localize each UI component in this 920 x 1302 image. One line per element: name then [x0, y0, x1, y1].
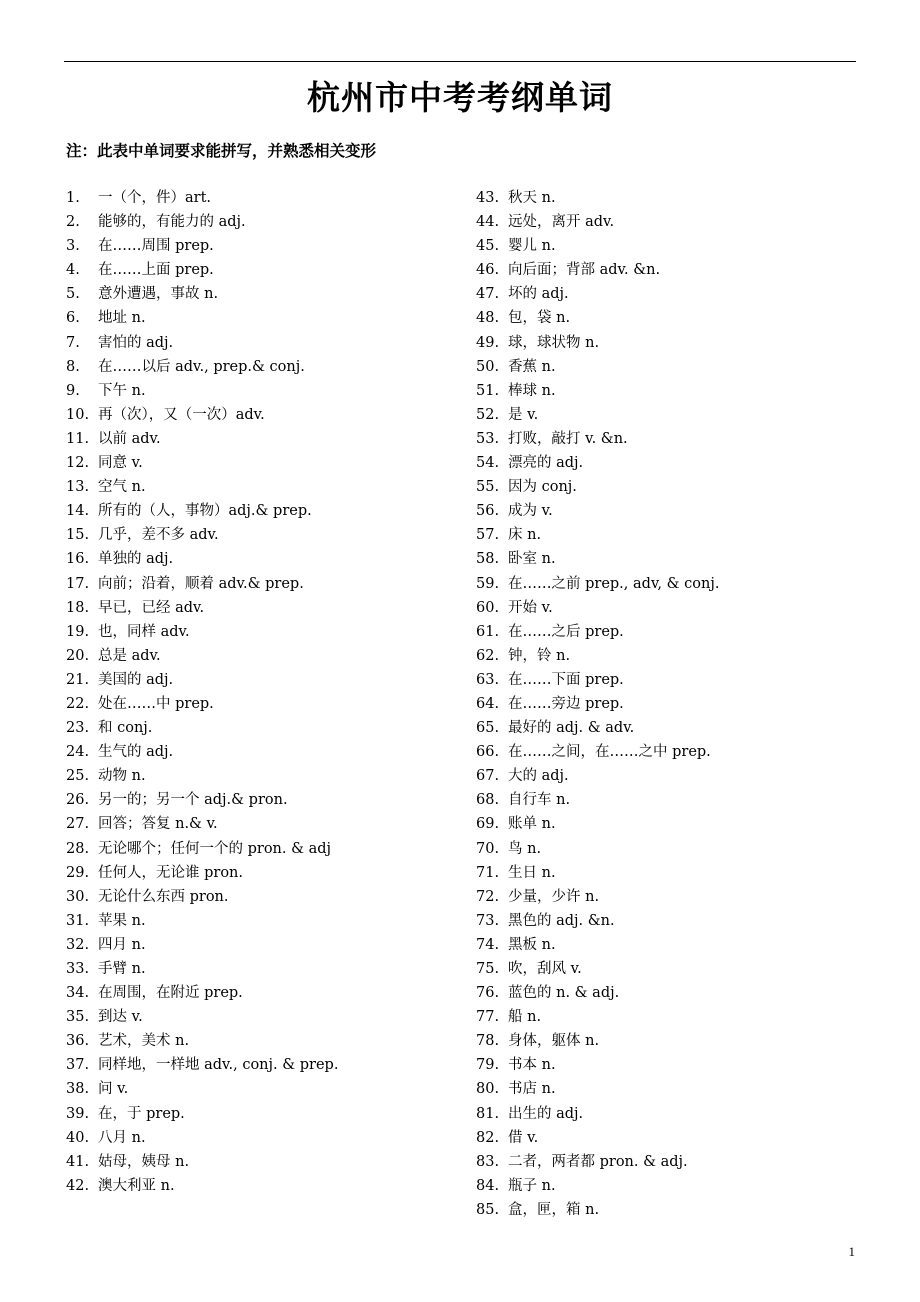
list-item	[66, 547, 338, 571]
item-number: 49.	[476, 334, 500, 351]
list-item	[66, 644, 338, 668]
item-number: 29.	[66, 864, 90, 881]
item-text: 盒，匣，箱 n.	[508, 1201, 600, 1218]
item-text: 单独的 adj.	[98, 551, 174, 568]
item-text: 床 n.	[508, 527, 542, 544]
item-number: 40.	[66, 1129, 90, 1146]
item-text: 向后面；背部 adv. &n.	[508, 262, 661, 279]
page-number: 1	[848, 1244, 855, 1259]
list-item	[66, 572, 338, 596]
list-item	[476, 644, 719, 668]
list-item	[66, 258, 338, 282]
list-item	[66, 1029, 338, 1053]
item-text: 苹果 n.	[98, 912, 146, 929]
item-text: 澳大利亚 n.	[98, 1177, 175, 1194]
item-number: 85.	[476, 1201, 500, 1218]
item-text: 生气的 adj.	[98, 744, 174, 761]
item-text: 到达 v.	[98, 1009, 143, 1026]
item-number: 14.	[66, 503, 90, 520]
list-item	[66, 475, 338, 499]
item-number: 70.	[476, 840, 500, 857]
list-item	[476, 210, 719, 234]
list-item	[476, 1005, 719, 1029]
list-item	[476, 861, 719, 885]
item-number: 83.	[476, 1153, 500, 1170]
list-item	[476, 379, 719, 403]
list-item	[476, 1198, 719, 1222]
item-text: 棒球 n.	[508, 382, 556, 399]
item-number: 7.	[66, 334, 80, 351]
item-text: 书店 n.	[508, 1081, 556, 1098]
list-item	[476, 837, 719, 861]
item-number: 61.	[476, 623, 500, 640]
item-number: 18.	[66, 599, 90, 616]
item-number: 20.	[66, 647, 90, 664]
item-number: 35.	[66, 1009, 90, 1026]
list-item	[66, 523, 338, 547]
item-number: 48.	[476, 310, 500, 327]
item-number: 27.	[66, 816, 90, 833]
list-item	[476, 812, 719, 836]
item-number: 4.	[66, 262, 80, 279]
item-number: 12.	[66, 455, 90, 472]
item-number: 57.	[476, 527, 500, 544]
item-text: 在……之间，在……之中 prep.	[508, 744, 711, 761]
item-number: 16.	[66, 551, 90, 568]
item-number: 39.	[66, 1105, 90, 1122]
list-item	[476, 885, 719, 909]
item-number: 66.	[476, 744, 500, 761]
item-text: 同样地，一样地 adv., conj. & prep.	[98, 1057, 339, 1074]
item-number: 47.	[476, 286, 500, 303]
list-item	[476, 692, 719, 716]
list-item	[66, 1005, 338, 1029]
item-number: 30.	[66, 888, 90, 905]
item-number: 80.	[476, 1081, 500, 1098]
item-text: 艺术，美术 n.	[98, 1033, 190, 1050]
item-text: 秋天 n.	[508, 190, 556, 206]
item-number: 50.	[476, 358, 500, 375]
list-item	[66, 668, 338, 692]
item-number: 69.	[476, 816, 500, 833]
item-text: 借 v.	[508, 1129, 539, 1146]
item-number: 46.	[476, 262, 500, 279]
item-text: 能够的，有能力的 adj.	[98, 214, 246, 231]
item-number: 53.	[476, 430, 500, 447]
list-item	[476, 620, 719, 644]
item-number: 63.	[476, 671, 500, 688]
item-number: 64.	[476, 695, 500, 712]
list-item	[476, 331, 719, 355]
item-text: 黑色的 adj. &n.	[508, 912, 615, 929]
list-item	[66, 812, 338, 836]
item-number: 67.	[476, 768, 500, 785]
item-number: 2.	[66, 214, 80, 231]
item-text: 再（次），又（一次）adv.	[98, 406, 265, 423]
item-number: 45.	[476, 238, 500, 255]
list-item	[476, 258, 719, 282]
list-item	[476, 933, 719, 957]
item-text: 吹，刮风 v.	[508, 961, 582, 977]
item-number: 6.	[66, 310, 80, 327]
list-item	[66, 981, 338, 1005]
item-text: 少量，少许 n.	[508, 888, 600, 905]
item-text: 空气 n.	[98, 479, 146, 496]
list-item	[66, 403, 338, 427]
item-text: 婴儿 n.	[508, 238, 556, 255]
item-number: 38.	[66, 1081, 90, 1098]
list-item	[476, 572, 719, 596]
list-item	[66, 740, 338, 764]
item-text: 蓝色的 n. & adj.	[508, 985, 620, 1002]
list-item	[66, 499, 338, 523]
header-rule	[64, 61, 856, 62]
item-number: 73.	[476, 912, 500, 929]
list-item	[66, 1077, 338, 1101]
item-text: 无论哪个；任何一个的 pron. & adj	[98, 840, 332, 857]
list-item	[66, 331, 338, 355]
item-number: 24.	[66, 744, 90, 761]
list-item	[66, 909, 338, 933]
item-text: 自行车 n.	[508, 792, 571, 809]
list-item	[66, 1150, 338, 1174]
item-text: 瓶子 n.	[508, 1177, 556, 1194]
item-number: 21.	[66, 671, 90, 688]
item-text: 是 v.	[508, 406, 539, 423]
item-text: 包，袋 n.	[508, 310, 571, 327]
item-number: 1.	[66, 190, 80, 206]
item-number: 72.	[476, 888, 500, 905]
list-item	[476, 1126, 719, 1150]
item-text: 一（个，件）art.	[98, 190, 212, 206]
item-text: 成为 v.	[508, 503, 553, 520]
item-text: 卧室 n.	[508, 551, 556, 568]
list-item	[66, 1174, 338, 1198]
item-number: 51.	[476, 382, 500, 399]
list-item	[476, 355, 719, 379]
list-item	[476, 788, 719, 812]
item-text: 向前；沿着，顺着 adv.& prep.	[98, 575, 304, 592]
item-number: 19.	[66, 623, 90, 640]
list-item	[476, 1029, 719, 1053]
item-number: 75.	[476, 961, 500, 977]
list-item	[476, 764, 719, 788]
item-number: 60.	[476, 599, 500, 616]
item-text: 在……以后 adv., prep.& conj.	[98, 358, 305, 375]
page-title: 杭州市中考考纲单词	[307, 78, 613, 117]
item-number: 8.	[66, 358, 80, 375]
list-item	[66, 427, 338, 451]
item-number: 10.	[66, 406, 90, 423]
item-number: 62.	[476, 647, 500, 664]
item-text: 鸟 n.	[508, 840, 542, 857]
item-number: 77.	[476, 1009, 500, 1026]
item-number: 59.	[476, 575, 500, 592]
word-list-right	[476, 186, 719, 1222]
item-text: 姑母，姨母 n.	[98, 1153, 190, 1170]
item-number: 76.	[476, 985, 500, 1002]
list-item	[476, 1174, 719, 1198]
item-text: 在……上面 prep.	[98, 262, 214, 279]
item-text: 另一的；另一个 adj.& pron.	[98, 792, 288, 809]
list-item	[66, 451, 338, 475]
list-item	[476, 1077, 719, 1101]
item-text: 处在……中 prep.	[98, 695, 214, 712]
list-item	[66, 186, 338, 210]
list-item	[476, 1102, 719, 1126]
list-item	[66, 885, 338, 909]
item-text: 在，于 prep.	[98, 1105, 185, 1122]
item-number: 9.	[66, 382, 80, 399]
item-text: 任何人，无论谁 pron.	[98, 864, 243, 881]
list-item	[476, 475, 719, 499]
item-text: 意外遭遇，事故 n.	[98, 286, 219, 303]
item-text: 因为 conj.	[508, 479, 577, 496]
item-text: 钟，铃 n.	[508, 647, 571, 664]
item-text: 二者，两者都 pron. & adj.	[508, 1153, 688, 1170]
item-number: 17.	[66, 575, 90, 592]
list-item	[476, 306, 719, 330]
item-text: 问 v.	[98, 1081, 129, 1098]
list-item	[66, 1053, 338, 1077]
item-number: 22.	[66, 695, 90, 712]
item-number: 5.	[66, 286, 80, 303]
list-item	[476, 499, 719, 523]
item-number: 33.	[66, 961, 90, 977]
list-item	[476, 523, 719, 547]
item-text: 早已，已经 adv.	[98, 599, 205, 616]
list-item	[476, 547, 719, 571]
item-text: 在周围，在附近 prep.	[98, 985, 243, 1002]
list-item	[66, 620, 338, 644]
list-item	[66, 282, 338, 306]
list-item	[476, 186, 719, 210]
item-number: 52.	[476, 406, 500, 423]
word-list-left	[66, 186, 338, 1198]
item-number: 55.	[476, 479, 500, 496]
item-number: 56.	[476, 503, 500, 520]
item-number: 42.	[66, 1177, 90, 1194]
item-text: 坏的 adj.	[508, 286, 569, 303]
list-item	[476, 403, 719, 427]
list-item	[476, 282, 719, 306]
item-number: 44.	[476, 214, 500, 231]
list-item	[476, 668, 719, 692]
item-text: 也，同样 adv.	[98, 623, 190, 640]
item-text: 在……下面 prep.	[508, 671, 624, 688]
item-text: 漂亮的 adj.	[508, 455, 584, 472]
list-item	[476, 740, 719, 764]
item-number: 78.	[476, 1033, 500, 1050]
item-number: 32.	[66, 936, 90, 953]
list-item	[476, 234, 719, 258]
item-text: 在……之后 prep.	[508, 623, 624, 640]
item-number: 13.	[66, 479, 90, 496]
item-number: 74.	[476, 936, 500, 953]
item-number: 3.	[66, 238, 80, 255]
item-text: 四月 n.	[98, 936, 146, 953]
list-item	[476, 1053, 719, 1077]
item-text: 害怕的 adj.	[98, 334, 174, 351]
item-number: 26.	[66, 792, 90, 809]
item-text: 美国的 adj.	[98, 671, 174, 688]
item-number: 71.	[476, 864, 500, 881]
item-text: 回答；答复 n.& v.	[98, 816, 218, 833]
item-text: 几乎，差不多 adv.	[98, 527, 219, 544]
item-text: 船 n.	[508, 1009, 542, 1026]
list-item	[476, 981, 719, 1005]
list-item	[66, 764, 338, 788]
item-text: 身体，躯体 n.	[508, 1033, 600, 1050]
list-item	[66, 861, 338, 885]
list-item	[66, 355, 338, 379]
item-text: 无论什么东西 pron.	[98, 888, 229, 905]
item-text: 在……旁边 prep.	[508, 695, 624, 712]
item-text: 大的 adj.	[508, 768, 569, 785]
item-number: 54.	[476, 455, 500, 472]
item-text: 在……之前 prep., adv, & conj.	[508, 575, 720, 592]
item-text: 以前 adv.	[98, 430, 161, 447]
list-item	[66, 933, 338, 957]
list-item	[476, 1150, 719, 1174]
item-text: 所有的（人，事物）adj.& prep.	[98, 503, 312, 520]
item-text: 总是 adv.	[98, 647, 161, 664]
list-item	[66, 692, 338, 716]
item-number: 58.	[476, 551, 500, 568]
item-text: 黑板 n.	[508, 936, 556, 953]
item-number: 65.	[476, 720, 500, 737]
item-text: 账单 n.	[508, 816, 556, 833]
list-item	[476, 427, 719, 451]
item-text: 生日 n.	[508, 864, 556, 881]
item-number: 82.	[476, 1129, 500, 1146]
list-item	[66, 1102, 338, 1126]
list-item	[66, 837, 338, 861]
item-text: 地址 n.	[98, 310, 146, 327]
list-item	[476, 909, 719, 933]
list-item	[66, 788, 338, 812]
list-item	[66, 716, 338, 740]
item-text: 打败，敲打 v. &n.	[508, 430, 628, 447]
list-item	[66, 234, 338, 258]
list-item	[66, 957, 338, 981]
item-number: 34.	[66, 985, 90, 1002]
item-number: 41.	[66, 1153, 90, 1170]
item-text: 和 conj.	[98, 720, 153, 737]
list-item	[476, 716, 719, 740]
item-number: 31.	[66, 912, 90, 929]
item-number: 79.	[476, 1057, 500, 1074]
item-number: 81.	[476, 1105, 500, 1122]
list-item	[66, 379, 338, 403]
item-number: 23.	[66, 720, 90, 737]
item-text: 开始 v.	[508, 599, 553, 616]
item-number: 25.	[66, 768, 90, 785]
list-item	[66, 306, 338, 330]
item-number: 68.	[476, 792, 500, 809]
item-text: 手臂 n.	[98, 961, 146, 977]
item-number: 36.	[66, 1033, 90, 1050]
item-text: 动物 n.	[98, 768, 146, 785]
item-number: 84.	[476, 1177, 500, 1194]
list-item	[476, 451, 719, 475]
list-item	[66, 210, 338, 234]
item-text: 远处，离开 adv.	[508, 214, 615, 231]
item-text: 香蕉 n.	[508, 358, 556, 375]
item-text: 最好的 adj. & adv.	[508, 720, 635, 737]
item-text: 书本 n.	[508, 1057, 556, 1074]
item-number: 43.	[476, 190, 500, 206]
item-text: 八月 n.	[98, 1129, 146, 1146]
instruction-note: 注：此表中单词要求能拼写，并熟悉相关变形	[66, 142, 377, 160]
list-item	[66, 1126, 338, 1150]
item-number: 11.	[66, 430, 90, 447]
item-number: 15.	[66, 527, 90, 544]
item-text: 下午 n.	[98, 382, 146, 399]
item-text: 同意 v.	[98, 455, 143, 472]
item-number: 37.	[66, 1057, 90, 1074]
item-number: 28.	[66, 840, 90, 857]
item-text: 出生的 adj.	[508, 1105, 584, 1122]
list-item	[66, 596, 338, 620]
item-text: 球，球状物 n.	[508, 334, 600, 351]
item-text: 在……周围 prep.	[98, 238, 214, 255]
list-item	[476, 957, 719, 981]
list-item	[476, 596, 719, 620]
